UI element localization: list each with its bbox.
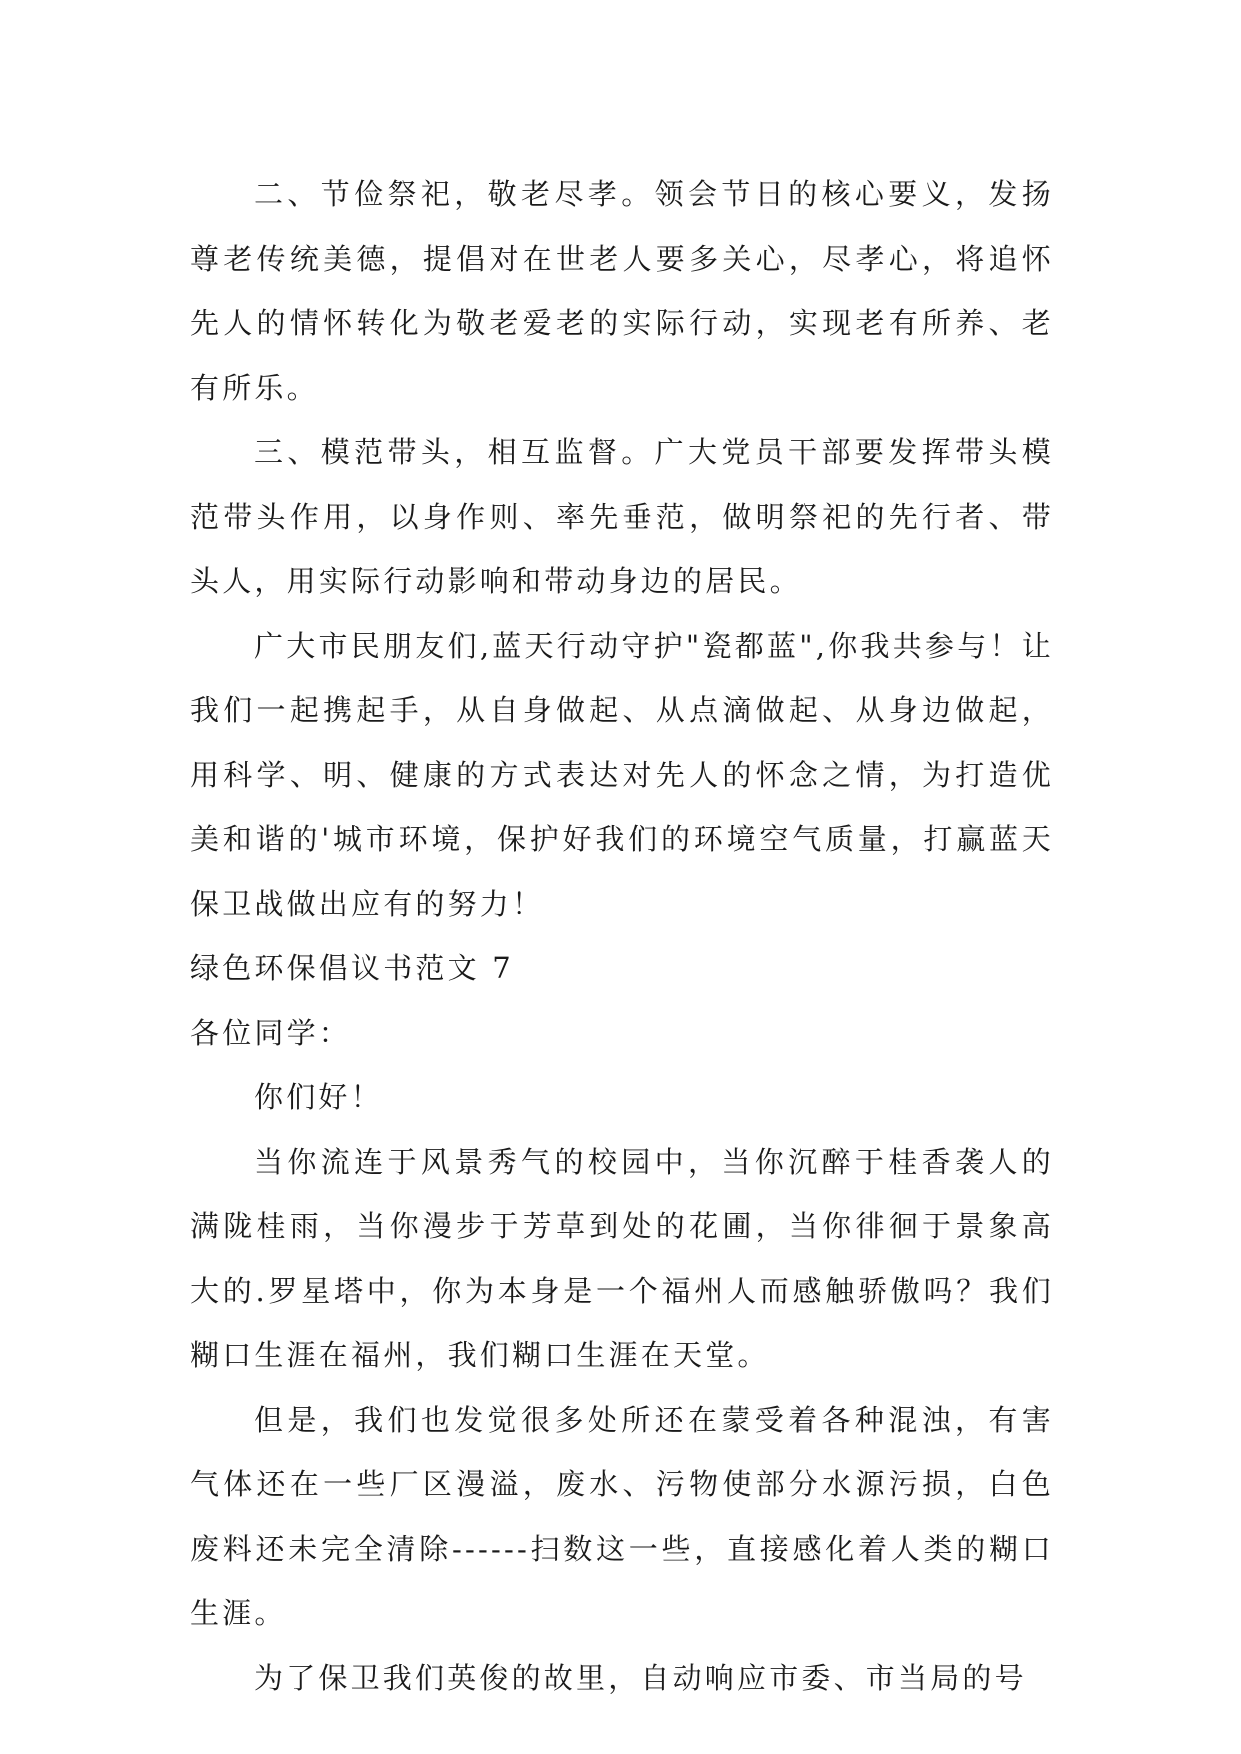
paragraph-campus-scenery: 当你流连于风景秀气的校园中，当你沉醉于桂香袭人的满陇桂雨，当你漫步于芳草到处的花圃，当你徘徊于景象高大的.罗星塔中，你为本身是一个福州人而感触骄傲吗？我们糊口生涯在福州，我们糊口生涯在天堂。 xyxy=(190,1144,1054,1372)
paragraph-model-lead: 三、模范带头，相互监督。广大党员干部要发挥带头模范带头作用，以身作则、率先垂范，做明祭祀的先行者、带头人，用实际行动影响和带动身边的居民。 xyxy=(190,435,1054,598)
paragraph-thrift-worship: 二、节俭祭祀，敬老尽孝。领会节日的核心要义，发扬尊老传统美德，提倡对在世老人要多关心，尽孝心，将追怀先人的情怀转化为敬老爱老的实际行动，实现老有所养、老有所乐。 xyxy=(190,177,1054,405)
section-title: 绿色环保倡议书范文 7 xyxy=(190,951,514,985)
paragraph-greeting: 你们好！ xyxy=(254,1080,383,1114)
salutation: 各位同学： xyxy=(190,1015,352,1050)
document-page xyxy=(190,162,1054,1710)
paragraph-pollution: 但是，我们也发觉很多处所还在蒙受着各种混浊，有害气体还在一些厂区漫溢，废水、污物使部分水源污损，白色废料还未完全清除------扫数这一些，直接感化着人类的糊口生涯。 xyxy=(190,1402,1054,1630)
paragraph-blue-sky-call: 广大市民朋友们,蓝天行动守护"瓷都蓝",你我共参与！让我们一起携起手，从自身做起、从点滴做起、从身边做起，用科学、明、健康的方式表达对先人的怀念之情，为打造优美和谐的'城市环境，保护好我们的环境空气质量，打赢蓝天保卫战做出应有的努力！ xyxy=(190,628,1054,921)
paragraph-protect-hometown: 为了保卫我们英俊的故里，自动响应市委、市当局的号 xyxy=(254,1660,1027,1695)
